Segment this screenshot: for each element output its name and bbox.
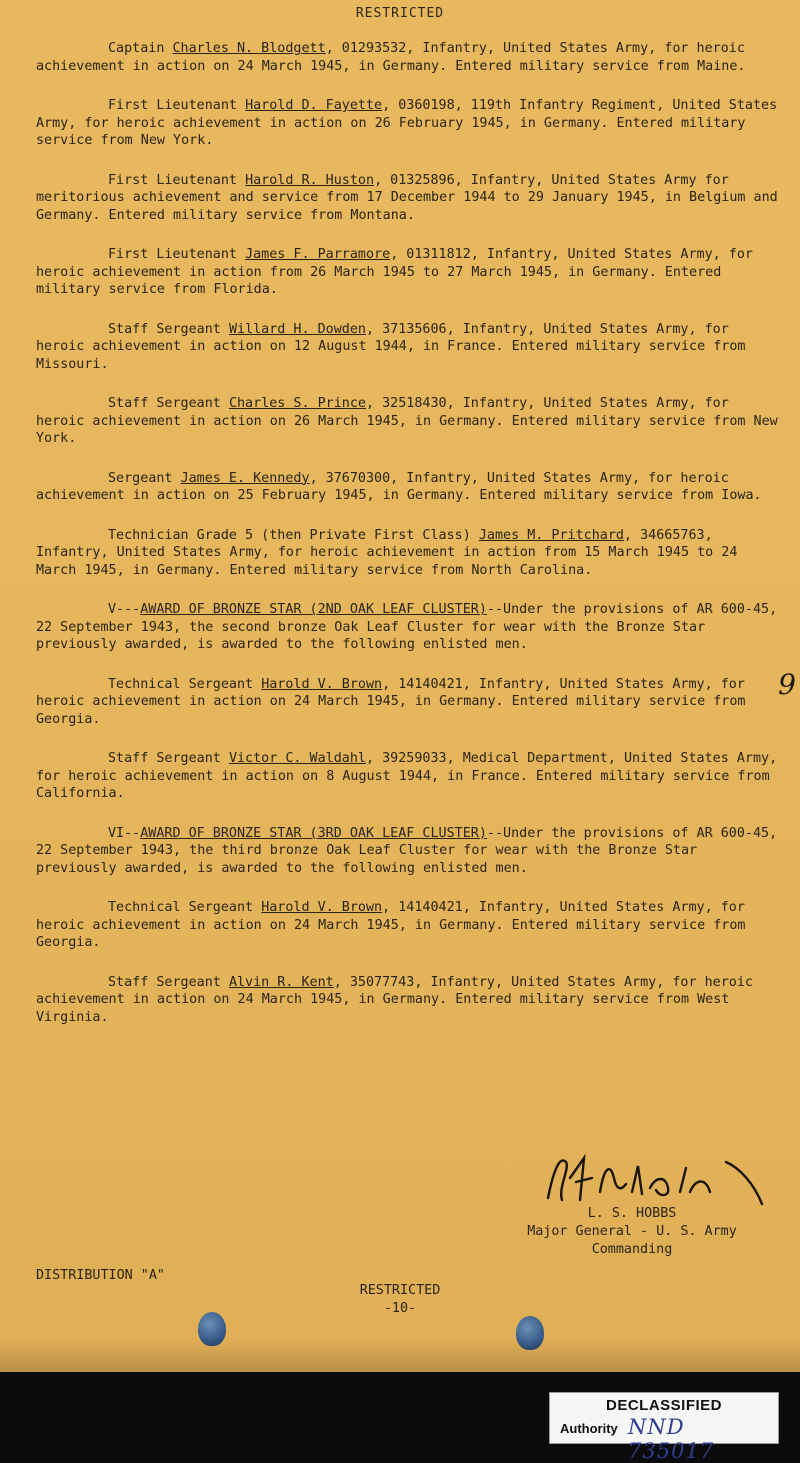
- citation-text: , 35077743, Infantry, United States Army, for heroic achievement in action on 24 March 1945, in Germany. Entered military service from West Virginia.: [36, 974, 753, 1025]
- section-number: VI--: [108, 825, 141, 841]
- signatory-role: Commanding: [591, 1242, 673, 1257]
- recipient-name: Harold R. Huston: [245, 172, 375, 188]
- stamp-authority-label: Authority: [560, 1421, 618, 1436]
- section-title: AWARD OF BRONZE STAR (3RD OAK LEAF CLUSTER): [140, 825, 487, 841]
- citation-rank: First Lieutenant: [108, 247, 246, 262]
- section-text: --Under the provisions of AR 600-45, 22 September 1943, the third bronze Oak Leaf Cluster for wear with the Bronze Star previously awarded, is awarded to the following enlisted men.: [36, 825, 778, 876]
- declassified-stamp: [549, 1392, 779, 1463]
- citation-paragraph: [36, 246, 778, 299]
- section-title: AWARD OF BRONZE STAR (2ND OAK LEAF CLUSTER): [140, 602, 487, 617]
- handwritten-signature: [540, 1148, 790, 1208]
- section-heading-paragraph: [36, 825, 778, 878]
- recipient-name: James E. Kennedy: [180, 470, 310, 486]
- citation-text: , 01311812, Infantry, United States Army, for heroic achievement in action from 26 March 1945 to 27 March 1945, in Germany. Entered military service from Florida.: [36, 247, 753, 297]
- citation-text: , 37135606, Infantry, United States Army, for heroic achievement in action on 12 August 1944, in France. Entered military service from Missouri.: [36, 321, 746, 372]
- citation-paragraph: [36, 40, 778, 75]
- citation-rank: Staff Sergeant: [108, 974, 229, 990]
- recipient-name: Harold V. Brown: [261, 900, 383, 915]
- margin-annotation: 9: [778, 668, 796, 701]
- recipient-name: Harold D. Fayette: [245, 98, 383, 113]
- citation-paragraph: [36, 899, 778, 952]
- citation-paragraph: [36, 395, 778, 448]
- citation-paragraph: [36, 470, 778, 505]
- citation-rank: First Lieutenant: [108, 172, 246, 188]
- signature-block: [482, 1205, 782, 1259]
- citation-paragraph: [36, 750, 778, 803]
- recipient-name: Victor C. Waldahl: [228, 751, 366, 766]
- citation-text: , 14140421, Infantry, United States Army, for heroic achievement in action on 24 March 1945, in Germany. Entered military service from Georgia.: [36, 900, 746, 950]
- recipient-name: Charles S. Prince: [228, 396, 366, 411]
- citation-rank: Technical Sergeant: [108, 900, 262, 915]
- citation-text: , 0360198, 119th Infantry Regiment, United States Army, for heroic achievement in action on 26 February 1945, in Germany. Entered military service from New York.: [36, 98, 778, 148]
- citation-text: , 14140421, Infantry, United States Army, for heroic achievement in action on 24 March 1945, in Germany. Entered military service from Georgia.: [36, 676, 746, 727]
- recipient-name: Willard H. Dowden: [228, 321, 366, 337]
- citation-rank: Staff Sergeant: [108, 751, 229, 766]
- distribution-line: DISTRIBUTION "A": [36, 1268, 165, 1283]
- citation-text: , 37670300, Infantry, United States Army, for heroic achievement in action on 25 February 1945, in Germany. Entered military service from Iowa.: [36, 470, 762, 503]
- citation-rank: Captain: [108, 41, 173, 56]
- citation-rank: First Lieutenant: [108, 98, 246, 113]
- citation-rank: Sergeant: [108, 470, 181, 486]
- signatory-name: L. S. HOBBS: [587, 1206, 677, 1221]
- citation-rank: Staff Sergeant: [108, 321, 229, 337]
- citation-rank: Staff Sergeant: [108, 396, 229, 411]
- citation-text: , 34665763, Infantry, United States Army, for heroic achievement in action from 15 March 1945 to 24 March 1945, in Germany. Entered military service from North Carolina.: [36, 527, 738, 578]
- section-text: --Under the provisions of AR 600-45, 22 September 1943, the second bronze Oak Leaf Cluster for wear with the Bronze Star previously awarded, is awarded to the following enlisted men.: [36, 602, 778, 652]
- recipient-name: James F. Parramore: [245, 247, 391, 262]
- citation-rank: Technical Sergeant: [108, 676, 262, 692]
- section-number: V---: [108, 602, 141, 617]
- citation-paragraph: [36, 974, 778, 1027]
- citation-text: , 39259033, Medical Department, United States Army, for heroic achievement in action on 8 August 1944, in France. Entered military service from California.: [36, 751, 778, 801]
- footer-classification: RESTRICTED: [359, 1283, 441, 1298]
- citation-paragraph: [36, 172, 778, 225]
- citation-text: , 01293532, Infantry, United States Army, for heroic achievement in action on 24 March 1945, in Germany. Entered military service from Maine.: [36, 41, 746, 74]
- recipient-name: Alvin R. Kent: [228, 974, 334, 990]
- citation-paragraph: [36, 321, 778, 374]
- citation-paragraph: [36, 97, 778, 150]
- page-footer: [0, 1282, 800, 1318]
- citation-paragraph: [36, 676, 778, 729]
- recipient-name: Harold V. Brown: [261, 676, 383, 692]
- citation-text: , 01325896, Infantry, United States Army for meritorious achievement and service from 17 December 1944 to 29 January 1945, in Belgium and Germany. Entered military service from Montana.: [36, 172, 778, 223]
- stamp-title: DECLASSIFIED: [605, 1397, 722, 1414]
- recipient-name: Charles N. Blodgett: [172, 41, 326, 56]
- page-shadow: [0, 1340, 800, 1372]
- section-heading-paragraph: [36, 601, 778, 654]
- signatory-rank: Major General - U. S. Army: [527, 1224, 737, 1239]
- citation-rank: Technician Grade 5 (then Private First Class): [108, 527, 479, 543]
- recipient-name: James M. Pritchard: [478, 527, 624, 543]
- citation-body: [36, 40, 778, 1048]
- classification-header: RESTRICTED: [355, 6, 445, 21]
- citation-text: , 32518430, Infantry, United States Army, for heroic achievement in action on 26 March 1945, in Germany. Entered military service from New York.: [36, 396, 778, 446]
- citation-paragraph: [36, 527, 778, 580]
- page-number: -10-: [383, 1301, 417, 1316]
- stamp-authority-code: NND 735017: [628, 1415, 715, 1463]
